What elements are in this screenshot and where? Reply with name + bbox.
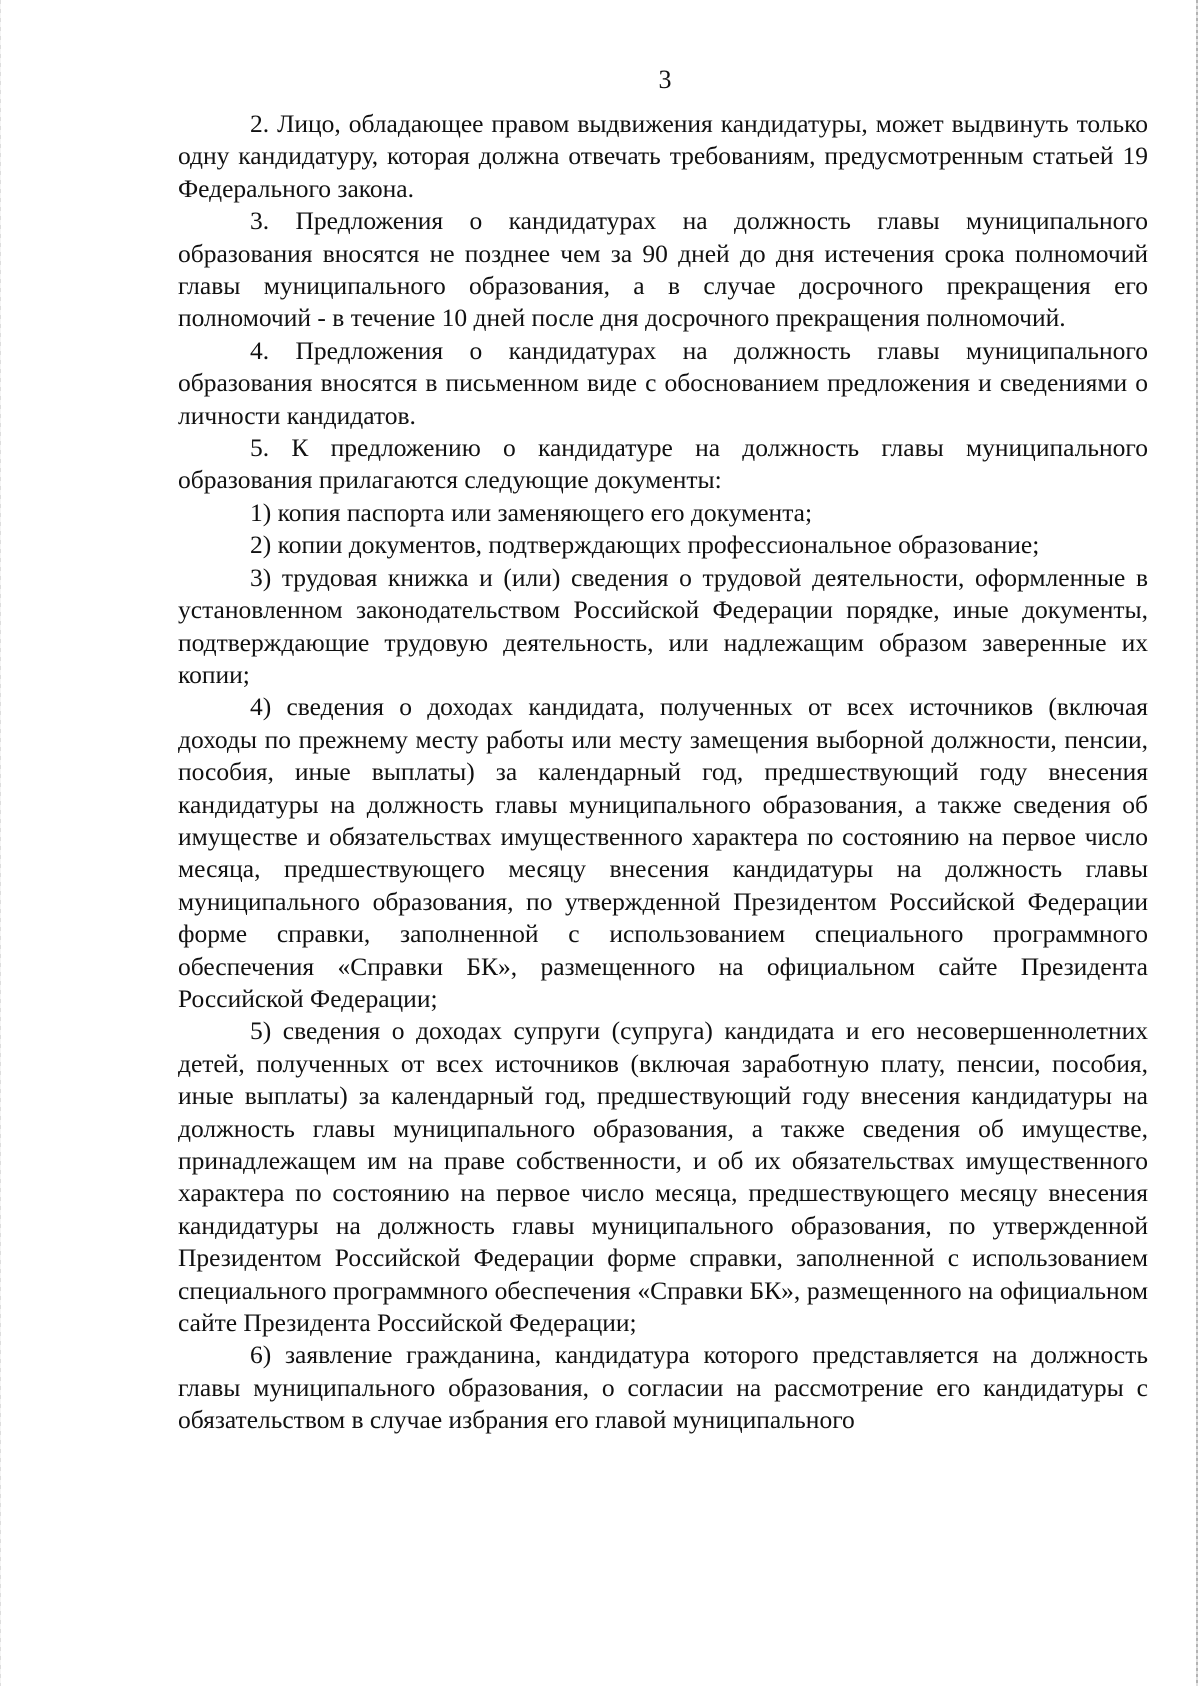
scan-edge-right <box>1196 0 1198 1686</box>
list-item-candidate-income: 4) сведения о доходах кандидата, полученных от всех источников (включая доходы по прежнему месту работы или месту замещения выборной должности, пенсии, пособия, иные выплаты) за календарный год, предшествующий году внесения кандидатуры на должность главы муниципального образования, а также сведения об имуществе и обязательствах имущественного характера по состоянию на первое число месяца, предшествующего месяцу внесения кандидатуры на должность главы муниципального образования, по утвержденной Президентом Российской Федерации форме справки, заполненной с использованием специального программного обеспечения «Справки БК», размещенного на официальном сайте Президента Российской Федерации; <box>178 692 1148 1013</box>
page-number: 3 <box>658 65 672 94</box>
list-item-citizen-statement: 6) заявление гражданина, кандидатура которого представляется на должность главы муниципального образования, о согласии на рассмотрение его кандидатуры с обязательством в случае избрания его главой муниципального <box>178 1340 1148 1435</box>
list-item-family-income: 5) сведения о доходах супруги (супруга) кандидата и его несовершеннолетних детей, полученных от всех источников (включая заработную плату, пенсии, пособия, иные выплаты) за календарный год, предшествующий году внесения кандидатуры на должность главы муниципального образования, а также сведения об имуществе, принадлежащем им на праве собственности, и об их обязательствах имущественного характера по состоянию на первое число месяца, предшествующего месяцу внесения кандидатуры на должность главы муниципального образования, по утвержденной Президентом Российской Федерации форме справки, заполненной с использованием специального программного обеспечения «Справки БК», размещенного на официальном сайте Президента Российской Федерации; <box>178 1016 1148 1338</box>
scan-edge-left <box>0 0 1 1686</box>
list-item-employment-record: 3) трудовая книжка и (или) сведения о трудовой деятельности, оформленные в установленном законодательством Российской Федерации порядке, иные документы, подтверждающие трудовую деятельность, или надлежащим образом заверенные их копии; <box>178 562 1148 689</box>
list-item-education-documents: 2) копии документов, подтверждающих профессиональное образование; <box>250 530 1040 560</box>
paragraph-item-4: 4. Предложения о кандидатурах на должность главы муниципального образования вносятся в письменном виде с обоснованием предложения и сведениями о личности кандидатов. <box>178 335 1148 430</box>
paragraph-item-2: 2. Лицо, обладающее правом выдвижения кандидатуры, может выдвинуть только одну кандидатуру, которая должна отвечать требованиям, предусмотренным статьей 19 Федерального закона. <box>178 109 1148 203</box>
paragraph-item-5: 5. К предложению о кандидатуре на должность главы муниципального образования прилагаются следующие документы: <box>178 433 1148 495</box>
list-item-passport-copy: 1) копия паспорта или заменяющего его документа; <box>250 497 813 527</box>
paragraph-item-3: 3. Предложения о кандидатурах на должность главы муниципального образования вносятся не позднее чем за 90 дней до дня истечения срока полномочий главы муниципального образования, а в случае досрочного прекращения его полномочий - в течение 10 дней после дня досрочного прекращения полномочий. <box>178 206 1148 333</box>
document-body <box>178 108 1148 1437</box>
